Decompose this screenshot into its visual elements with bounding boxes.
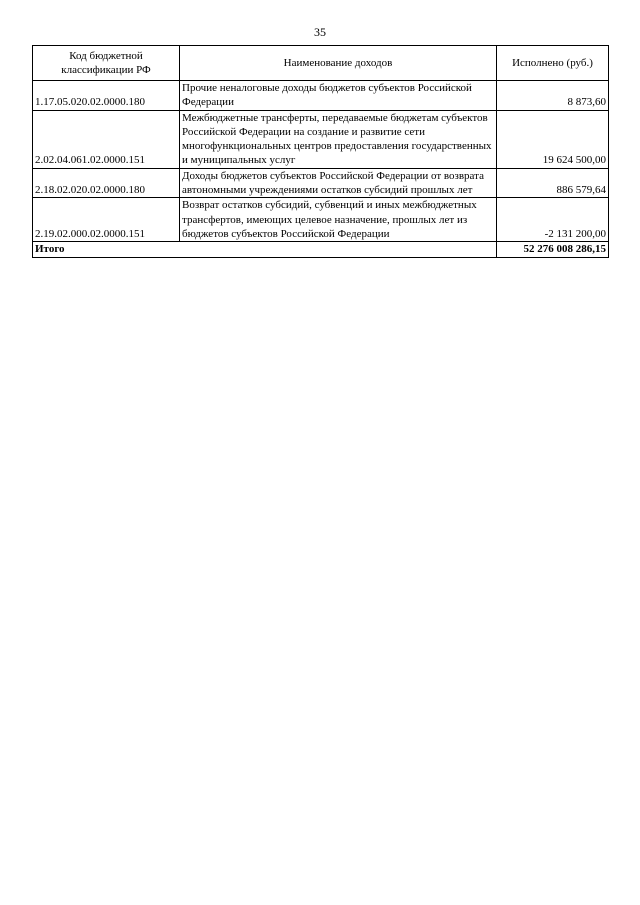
page-number: 35	[314, 25, 326, 39]
revenue-table	[32, 45, 609, 258]
total-label: Итого	[33, 242, 497, 257]
amount-cell: -2 131 200,00	[497, 198, 609, 242]
budget-code-cell: 2.18.02.020.02.0000.180	[33, 168, 180, 198]
column-header-name: Наименование доходов	[180, 46, 497, 81]
revenue-name-cell: Межбюджетные трансферты, передаваемые бюджетам субъектов Российской Федерации на создание и развитие сети многофункциональных центров предоставления государственных и муниципальных услуг	[180, 110, 497, 168]
revenue-name-cell: Прочие неналоговые доходы бюджетов субъектов Российской Федерации	[180, 81, 497, 111]
table-header-row	[33, 46, 609, 81]
budget-code-cell: 2.02.04.061.02.0000.151	[33, 110, 180, 168]
column-header-code: Код бюджетной классификации РФ	[33, 46, 180, 81]
amount-cell: 8 873,60	[497, 81, 609, 111]
table-row	[33, 81, 609, 111]
total-row	[33, 242, 609, 257]
budget-code-cell: 1.17.05.020.02.0000.180	[33, 81, 180, 111]
amount-cell: 886 579,64	[497, 168, 609, 198]
revenue-name-cell: Возврат остатков субсидий, субвенций и иных межбюджетных трансфертов, имеющих целевое назначение, прошлых лет из бюджетов субъектов Российской Федерации	[180, 198, 497, 242]
revenue-name-cell: Доходы бюджетов субъектов Российской Федерации от возврата автономными учреждениями остатков субсидий прошлых лет	[180, 168, 497, 198]
table-row	[33, 168, 609, 198]
amount-cell: 19 624 500,00	[497, 110, 609, 168]
column-header-amount: Исполнено (руб.)	[497, 46, 609, 81]
budget-code-cell: 2.19.02.000.02.0000.151	[33, 198, 180, 242]
total-amount: 52 276 008 286,15	[497, 242, 609, 257]
table-row	[33, 110, 609, 168]
table-row	[33, 198, 609, 242]
